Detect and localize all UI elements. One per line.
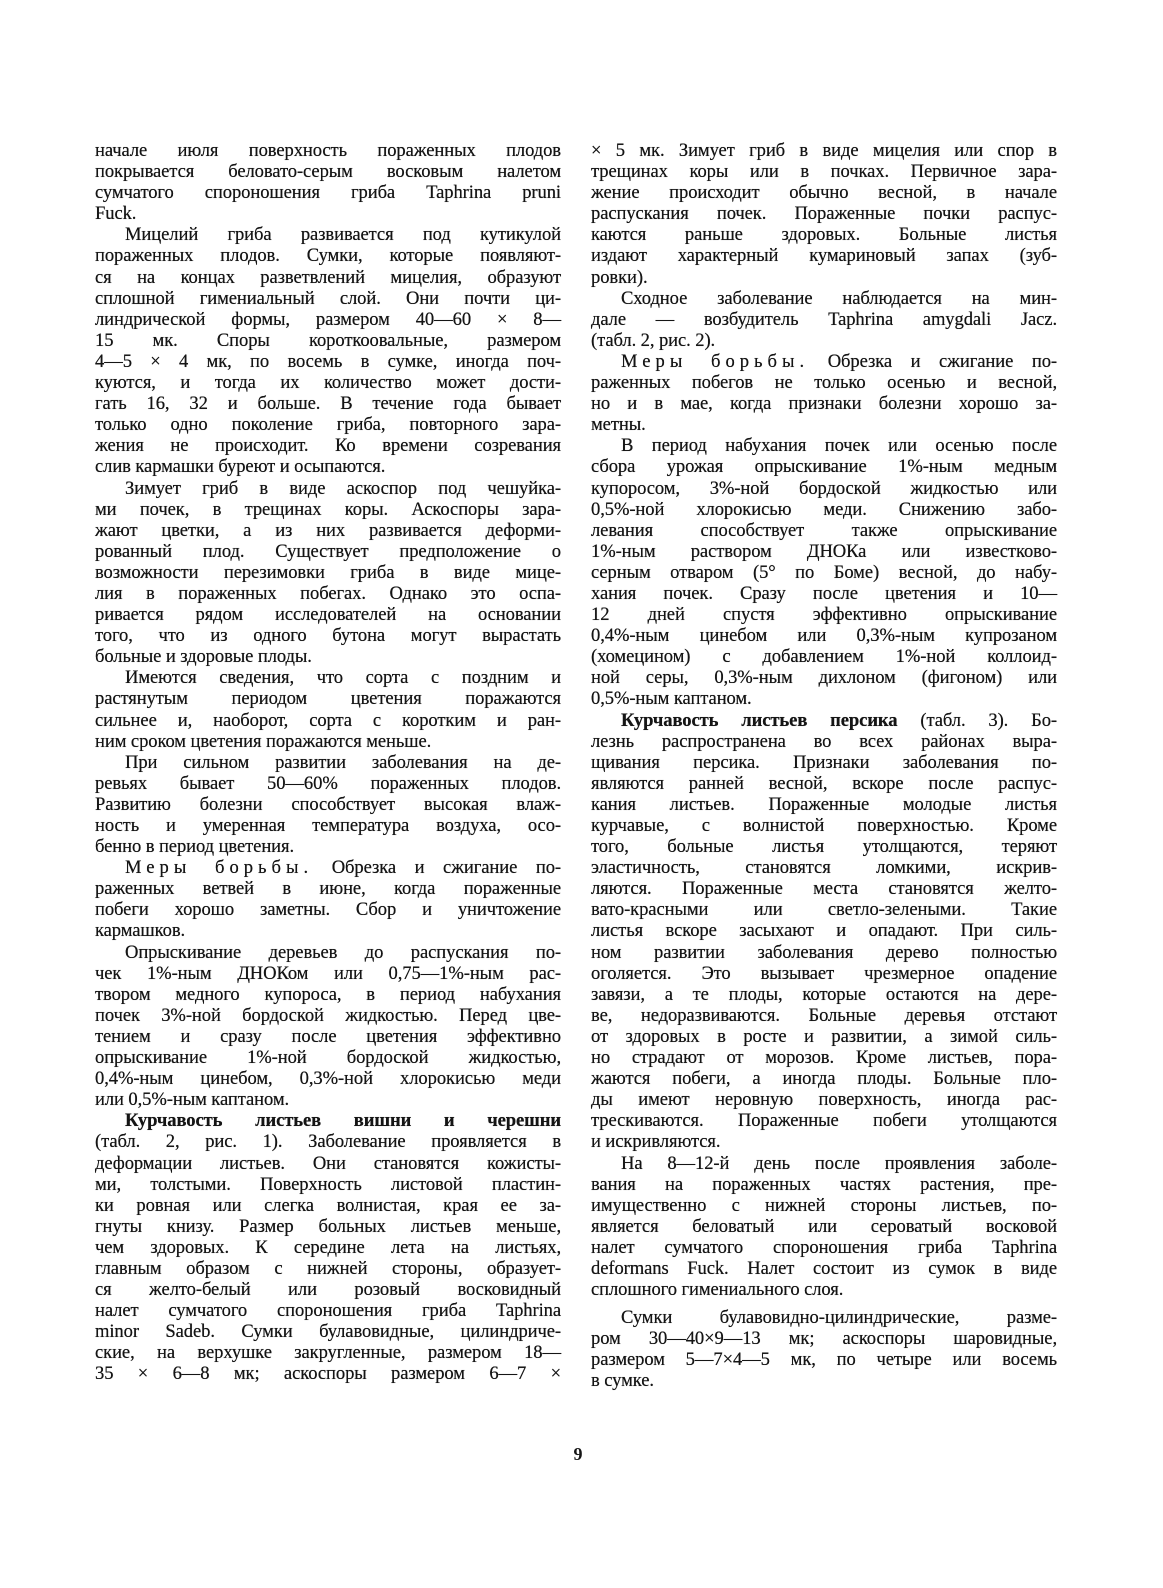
text-line: При сильном развитии заболевания на де-: [125, 751, 561, 773]
text-line: ность и умеренная температура воздуха, осо-: [95, 815, 561, 836]
text-line: размером 5—7×4—5 мк, по четыре или восемь: [591, 1349, 1057, 1371]
text-line: ды имеют неровную поверхность, иногда рас-: [591, 1089, 1057, 1111]
text-line: 15 мк. Споры короткоовальные, размером: [95, 329, 561, 351]
text-line: (хомецином) с добавлением 1%-ной коллоид-: [591, 646, 1057, 668]
text-line: налет сумчатого спороношения гриба Taphrina: [95, 1300, 561, 1322]
text-line: твором медного купороса, в период набухания: [95, 983, 561, 1005]
text-line: [591, 710, 1057, 731]
text-line: завязи, а те плоды, которые остаются на дере-: [591, 983, 1057, 1005]
paragraph: [95, 857, 561, 941]
text-line: 12 дней спустя эффективно опрыскивание: [591, 604, 1057, 626]
text-line: деформации листьев. Они становятся кожисты-: [95, 1152, 561, 1174]
text-line: раженных ветвей в июне, когда пораженные: [95, 878, 561, 900]
text-line: 0,4%-ным цинебом, 0,3%-ной хлорокисью меди: [95, 1068, 561, 1090]
text-line: ной серы, 0,3%-ным дихлоном (фигоном) или: [591, 667, 1057, 689]
text-line: и искривляются.: [591, 1131, 721, 1153]
text-line: лезнь распространена во всех районах выра-: [591, 730, 1057, 752]
text-line: ве, недоразвиваются. Больные деревья отстают: [591, 1004, 1057, 1026]
text-line: ся желто-белый или розовый восковидный: [95, 1279, 561, 1301]
text-line: ми почек, в трещинах коры. Аскоспоры зара-: [95, 498, 561, 520]
text-line: ровки).: [591, 266, 648, 288]
text-line: Имеются сведения, что сорта с поздним и: [125, 667, 561, 689]
paragraph: [95, 478, 561, 668]
text-line: только одно поколение гриба, повторного зара-: [95, 414, 561, 436]
text-line: [95, 1110, 561, 1131]
text-line: бенно в период цветения.: [95, 836, 295, 858]
text-line: гать 16, 32 и больше. В течение года бывает: [95, 393, 561, 415]
text-line: больные и здоровые плоды.: [95, 646, 312, 668]
text-line: главным образом с нижней стороны, образует-: [95, 1257, 561, 1279]
page-number: 9: [573, 1444, 583, 1464]
text-line: ривается рядом исследователей на основании: [95, 604, 561, 626]
left-text-column: [95, 140, 561, 1385]
text-line: вато-красными или светло-зелеными. Такие: [591, 899, 1057, 921]
text-line: раженных побегов не только осенью и весной,: [591, 372, 1057, 394]
text-line: 0,5%-ным каптаном.: [591, 688, 752, 710]
text-line: deformans Fuck. Налет состоит из сумок в виде: [591, 1257, 1057, 1279]
text-line: кания листьев. Пораженные молодые листья: [591, 793, 1057, 815]
text-line: возможности перезимовки гриба в виде мице-: [95, 561, 561, 583]
paragraph: [591, 140, 1057, 288]
subsection-heading: Меры борьбы.: [621, 350, 810, 372]
text-line: покрывается беловато-серым восковым налетом: [95, 161, 561, 183]
paragraph: [95, 752, 561, 857]
text-line: жаются побеги, а иногда плоды. Больные пло-: [591, 1068, 1057, 1090]
text-line: (табл. 2, рис. 2).: [591, 329, 716, 351]
text-line: побеги хорошо заметны. Сбор и уничтожение: [95, 899, 561, 921]
text-line: распускания почек. Пораженные почки распус-: [591, 203, 1057, 225]
text-line: ляются. Пораженные места становятся желто-: [591, 878, 1057, 900]
paragraph: [591, 1307, 1057, 1391]
right-text-column: [591, 140, 1057, 1392]
text-line: начале июля поверхность пораженных плодов: [95, 140, 561, 161]
text-line: являются ранней весной, вскоре после распус-: [591, 772, 1057, 794]
paragraph: [591, 288, 1057, 351]
text-line: левания способствует также опрыскивание: [591, 519, 1057, 541]
paragraph: [95, 224, 561, 477]
text-line: Сходное заболевание наблюдается на мин-: [621, 287, 1057, 309]
text-line: жения не происходит. Ко времени созревания: [95, 435, 561, 457]
paragraph: [591, 351, 1057, 435]
text-line: сбора урожая опрыскивание 1%-ным медным: [591, 456, 1057, 478]
paragraph: [591, 435, 1057, 709]
text-line: метны.: [591, 414, 646, 436]
text-line: купоросом, 3%-ной бордоской жидкостью или: [591, 477, 1057, 499]
text-line: 35 × 6—8 мк; аскоспоры размером 6—7 ×: [95, 1363, 561, 1385]
text-line: того, больные листья утолщаются, теряют: [591, 836, 1057, 858]
text-line: 0,4%-ным цинебом или 0,3%-ным купрозаном: [591, 625, 1057, 647]
subsection-heading: Меры борьбы.: [125, 857, 314, 879]
text-line: ся на концах разветвлений мицелия, образуют: [95, 266, 561, 288]
paragraph: [591, 1153, 1057, 1301]
text-line: листья вскоре засыхают и опадают. При силь-: [591, 920, 1057, 942]
text-line: трещинах коры или в почках. Первичное зара-: [591, 161, 1057, 183]
text-line: (табл. 2, рис. 1). Заболевание проявляется в: [95, 1131, 561, 1153]
text-line: [95, 857, 561, 878]
text-line: сильнее и, наоборот, сорта с коротким и ран-: [95, 709, 561, 731]
text-line: На 8—12-й день после проявления заболе-: [621, 1152, 1057, 1174]
paragraph: [95, 942, 561, 1111]
text-line: Развитию болезни способствует высокая влаж-: [95, 793, 561, 815]
text-line: трескиваются. Пораженные побеги утолщаются: [591, 1110, 1057, 1132]
text-line: щивания персика. Признаки заболевания по-: [591, 751, 1057, 773]
text-line: хания почек. Сразу после цветения и 10—: [591, 582, 1057, 604]
text-line: жение происходит обычно весной, в начале: [591, 182, 1057, 204]
line-text: Обрезка и сжигание по-: [809, 350, 1057, 372]
text-line: В период набухания почек или осенью после: [621, 435, 1057, 457]
text-line: сплошной гимениальный слой. Они почти ци-: [95, 287, 561, 309]
text-line: или 0,5%-ным каптаном.: [95, 1089, 290, 1111]
text-line: является беловатый или сероватый восковой: [591, 1215, 1057, 1237]
text-line: Мицелий гриба развивается под кутикулой: [125, 224, 561, 246]
text-line: куются, и тогда их количество может дости-: [95, 372, 561, 394]
paragraph: [591, 710, 1057, 1153]
text-line: издают характерный кумариновый запах (зуб-: [591, 245, 1057, 267]
text-line: тением и сразу после цветения эффективно: [95, 1025, 561, 1047]
text-line: опрыскивание 1%-ной бордоской жидкостью,: [95, 1047, 561, 1069]
text-line: ном развитии заболевания дерево полностью: [591, 941, 1057, 963]
text-line: вания на пораженных частях растения, пре-: [591, 1173, 1057, 1195]
text-line: курчавые, с волнистой поверхностью. Кроме: [591, 815, 1057, 836]
paragraph: [95, 140, 561, 224]
text-line: рованный плод. Существует предположение о: [95, 540, 561, 562]
text-line: Сумки булавовидно-цилиндрические, разме-: [621, 1307, 1057, 1329]
paragraph: [95, 1110, 561, 1384]
text-line: растянутым периодом цветения поражаются: [95, 688, 561, 710]
text-line: от здоровых в росте и развитии, а зимой силь-: [591, 1025, 1057, 1047]
text-line: чем здоровых. К середине лета на листьях,: [95, 1236, 561, 1258]
text-line: Fuck.: [95, 203, 137, 225]
text-line: кармашков.: [95, 920, 186, 942]
text-line: слив кармашки буреют и осыпаются.: [95, 456, 386, 478]
text-line: ром 30—40×9—13 мк; аскоспоры шаровидные,: [591, 1328, 1057, 1350]
text-line: ские, на верхушке закругленные, размером 18—: [95, 1342, 561, 1364]
text-line: Зимует гриб в виде аскоспор под чешуйка-: [125, 477, 561, 499]
text-line: гнуты книзу. Размер больных листьев меньше,: [95, 1215, 561, 1237]
text-line: ки ровная или слегка волнистая, края ее за-: [95, 1194, 561, 1216]
text-line: оголяется. Это вызывает чрезмерное опадение: [591, 962, 1057, 984]
text-line: линдрической формы, размером 40—60 × 8—: [95, 308, 561, 330]
text-line: почек 3%-ной бордоской жидкостью. Перед цве-: [95, 1004, 561, 1026]
section-heading: Курчавость листьев вишни и черешни: [125, 1110, 561, 1132]
text-line: дале — возбудитель Taphrina amygdali Jacz.: [591, 308, 1057, 330]
text-line: серным отваром (5° по Боме) весной, до набу-: [591, 561, 1057, 583]
text-line: пораженных плодов. Сумки, которые появляют-: [95, 245, 561, 267]
text-line: 1%-ным раствором ДНОКа или известково-: [591, 540, 1057, 562]
text-line: [591, 351, 1057, 372]
text-line: лия в пораженных побегах. Однако это оспа-: [95, 582, 561, 604]
line-text: (табл. 3). Бо-: [897, 709, 1057, 731]
text-line: каются раньше здоровых. Больные листья: [591, 224, 1057, 246]
text-line: того, что из одного бутона могут вырастать: [95, 625, 561, 647]
text-line: эластичность, становятся ломкими, искрив-: [591, 857, 1057, 879]
text-line: сплошного гимениального слоя.: [591, 1279, 844, 1301]
text-line: но страдают от морозов. Кроме листьев, пора-: [591, 1047, 1057, 1069]
text-line: Опрыскивание деревьев до распускания по-: [125, 941, 561, 963]
section-heading: Курчавость листьев персика: [621, 709, 898, 731]
text-line: в сумке.: [591, 1370, 654, 1392]
text-line: 4—5 × 4 мк, по восемь в сумке, иногда поч-: [95, 350, 561, 372]
text-line: × 5 мк. Зимует гриб в виде мицелия или спор в: [591, 140, 1057, 161]
text-line: имущественно с нижней стороны листьев, по-: [591, 1194, 1057, 1216]
text-line: ми, толстыми. Поверхность листовой пластин-: [95, 1173, 561, 1195]
text-line: сумчатого спороношения гриба Taphrina pruni: [95, 182, 561, 204]
text-line: ним сроком цветения поражаются меньше.: [95, 730, 432, 752]
text-line: 0,5%-ной хлорокисью меди. Снижению забо-: [591, 498, 1057, 520]
text-line: но и в мае, когда признаки болезни хорошо за-: [591, 393, 1057, 415]
text-line: ревьях бывает 50—60% пораженных плодов.: [95, 772, 561, 794]
text-line: minor Sadeb. Сумки булавовидные, цилиндриче-: [95, 1321, 561, 1343]
text-line: налет сумчатого спороношения гриба Taphrina: [591, 1236, 1057, 1258]
line-text: Обрезка и сжигание по-: [313, 857, 561, 879]
paragraph: [95, 667, 561, 751]
text-line: жают цветки, а из них развивается деформи-: [95, 519, 561, 541]
text-line: чек 1%-ным ДНОКом или 0,75—1%-ным рас-: [95, 962, 561, 984]
